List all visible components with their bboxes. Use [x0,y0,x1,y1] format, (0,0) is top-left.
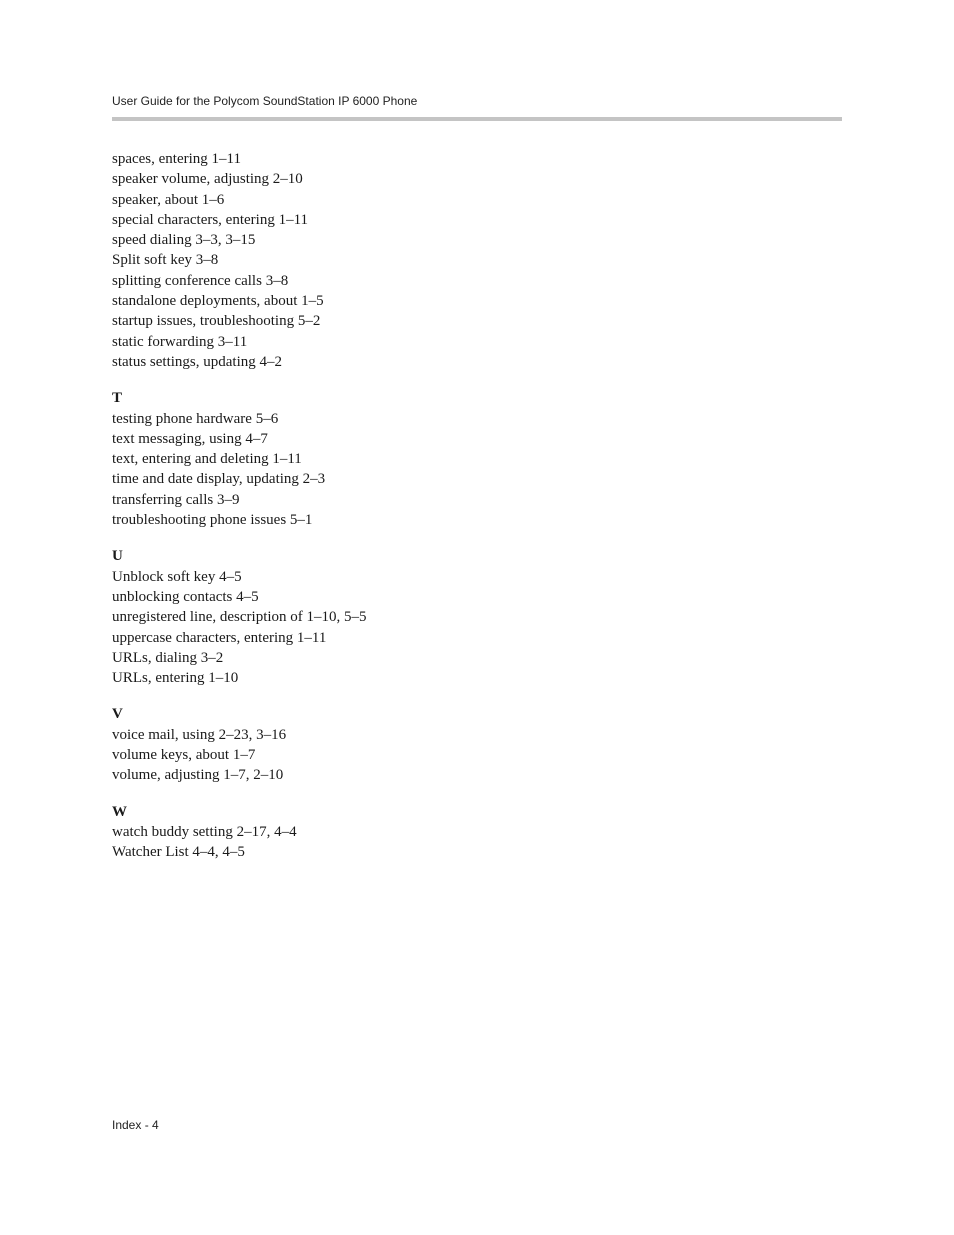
index-entry: speaker, about 1–6 [112,191,225,208]
index-group [112,149,712,372]
page-footer-label: Index - 4 [112,1118,159,1132]
index-entry: volume, adjusting 1–7, 2–10 [112,767,284,784]
header-rule [112,117,842,121]
index-entry: voice mail, using 2–23, 3–16 [112,726,287,743]
index-entry: volume keys, about 1–7 [112,747,256,764]
index-group [112,388,712,530]
index-entry: special characters, entering 1–11 [112,211,309,228]
index-entry: Split soft key 3–8 [112,252,219,269]
index-entry: URLs, entering 1–10 [112,670,239,687]
index-entry: time and date display, updating 2–3 [112,471,326,488]
index-entry: Unblock soft key 4–5 [112,568,242,585]
index-group [112,546,712,688]
index-letter-heading: V [112,706,123,723]
index-entry: transferring calls 3–9 [112,491,240,508]
page-header-title: User Guide for the Polycom SoundStation IP 6000 Phone [112,94,418,108]
index-letter-heading: W [112,803,127,820]
index-entry: static forwarding 3–11 [112,333,248,350]
index-entry: standalone deployments, about 1–5 [112,293,324,310]
index-entry: spaces, entering 1–11 [112,151,241,167]
index-entry: troubleshooting phone issues 5–1 [112,512,313,529]
index-entry: splitting conference calls 3–8 [112,272,289,289]
index-entry: Watcher List 4–4, 4–5 [112,844,245,861]
index-entry: speaker volume, adjusting 2–10 [112,171,303,188]
index-group [112,802,712,863]
index-entry: unblocking contacts 4–5 [112,588,259,605]
index-entry: status settings, updating 4–2 [112,353,282,370]
index-letter-heading: U [112,548,123,565]
index-list [112,149,712,863]
index-group [112,704,712,785]
index-entry: uppercase characters, entering 1–11 [112,629,327,646]
index-letter-heading: T [112,390,123,407]
index-entry: testing phone hardware 5–6 [112,410,279,427]
index-entry: speed dialing 3–3, 3–15 [112,232,256,249]
index-entry: URLs, dialing 3–2 [112,649,224,666]
index-entry: text messaging, using 4–7 [112,430,268,447]
index-entry: startup issues, troubleshooting 5–2 [112,313,321,330]
index-entry: text, entering and deleting 1–11 [112,451,302,468]
index-entry: watch buddy setting 2–17, 4–4 [112,823,297,840]
index-entry: unregistered line, description of 1–10, 5–5 [112,609,367,626]
